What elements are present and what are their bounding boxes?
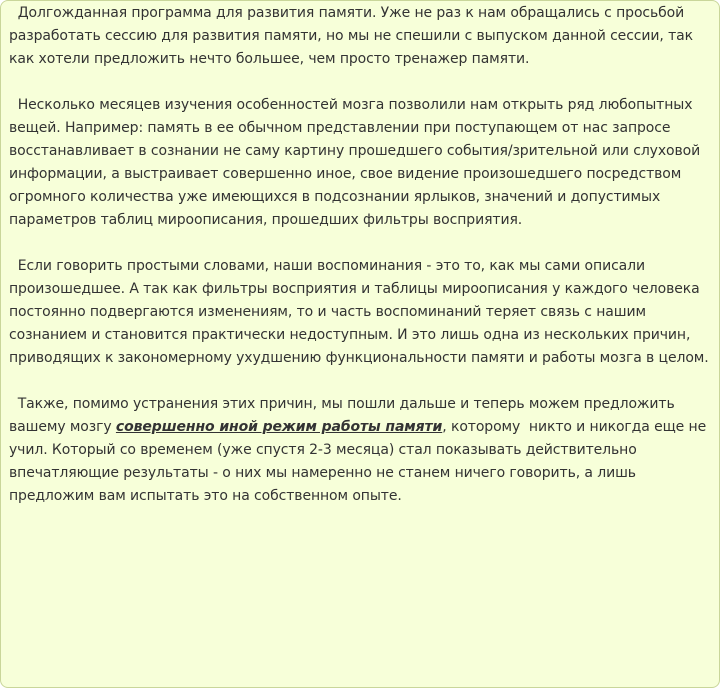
paragraph-offer-end: , которому никто и никогда еще не учил. Который со временем (уже спустя 2-3 месяца) стал показывать действительно впечатляющие результаты - о них мы намеренно не станем ничего говорить, а лишь предложим вам испытать это на собственном опыте. [9,419,711,504]
paragraph-research: Несколько месяцев изучения особенностей мозга позволили нам открыть ряд любопытных вещей. Например: память в ее обычном представлении при поступающем от нас запросе восстанавливает в сознании не саму картину прошедшего события/зрительной или слуховой информации, а выстраивает совершенно иное, свое видение произошедшего посредством огромного количества уже имеющихся в подсознании ярлыков, значений и допустимых параметров таблиц мироописания, прошедших фильтры восприятия. [9,97,705,228]
paragraph-offer-start: Также, помимо устранения этих причин, мы пошли дальше и теперь можем предложить вашему мозгу [9,396,679,435]
emphasis-text: совершенно иной режим работы памяти [115,419,443,435]
paragraph-intro: Долгожданная программа для развития памяти. Уже не раз к нам обращались с просьбой разработать сессию для развития памяти, но мы не спешили с выпуском данной сессии, так как хотели предложить нечто большее, чем просто тренажер памяти. [9,5,698,67]
paragraph-offer [9,393,711,508]
paragraph-explanation: Если говорить простыми словами, наши воспоминания - это то, как мы сами описали произошедшее. А так как фильтры восприятия и таблицы мироописания у каждого человека постоянно подвергаются изменениям, то и часть воспоминаний теряет связь с нашим сознанием и становится практически недоступным. И это лишь одна из нескольких причин, приводящих к закономерному ухудшению функциональности памяти и работы мозга в целом. [9,258,709,366]
